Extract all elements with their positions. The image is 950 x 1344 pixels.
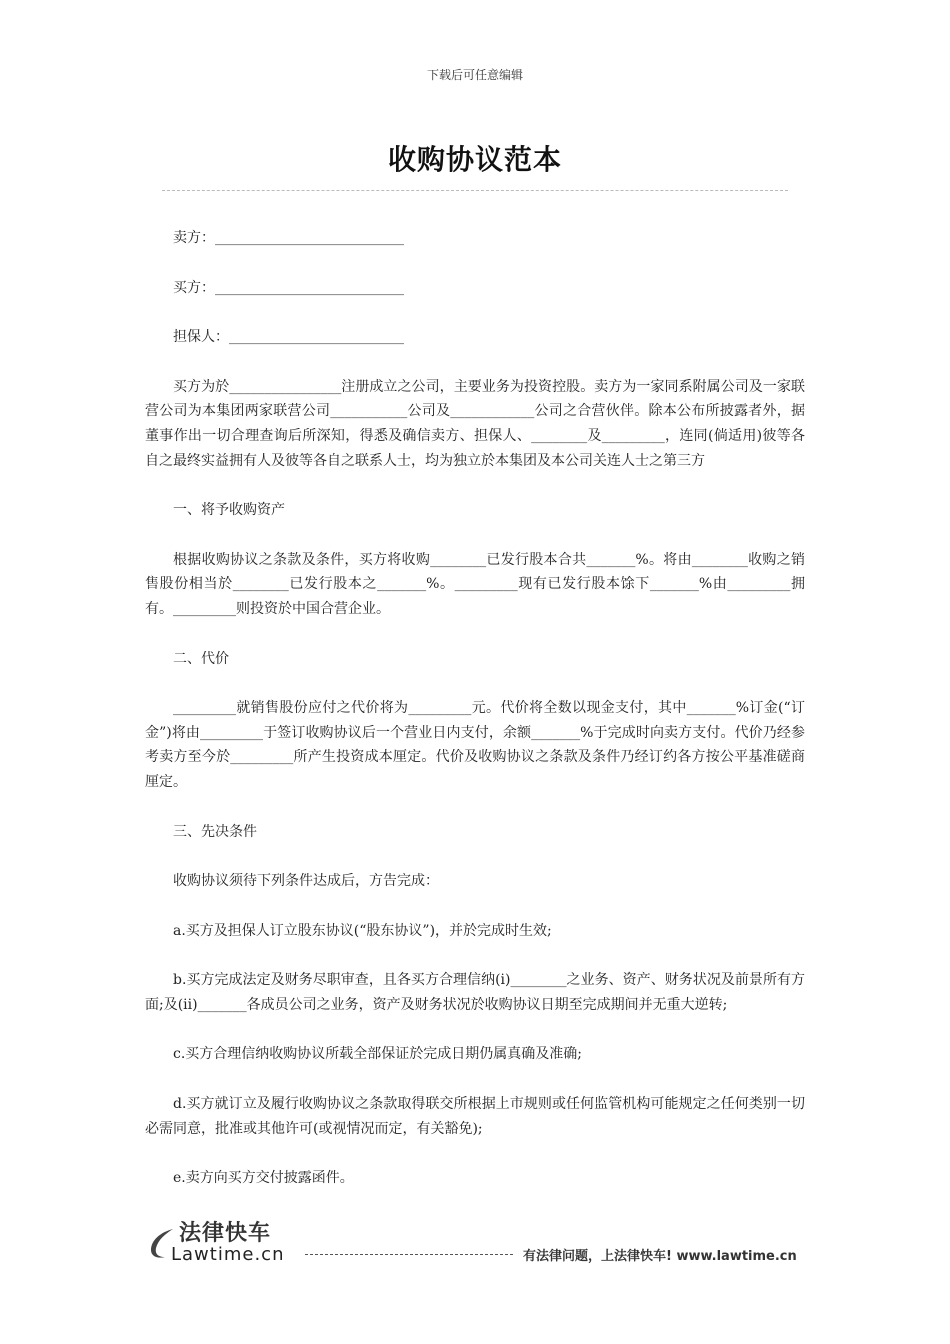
section-heading-assets: 一、将予收购资产 [173, 502, 285, 519]
party-seller: 卖方：___________________________ [173, 230, 404, 246]
footer-slogan: 有法律问题，上法律快车! www.lawtime.cn [523, 1249, 797, 1264]
page-footer [145, 1214, 805, 1274]
logo-english-name: Lawtime.cn [171, 1244, 285, 1265]
section-heading-conditions: 三、先决条件 [173, 823, 257, 840]
condition-d: d.买方就订立及履行收购协议之条款取得联交所根据上市规则或任何监管机构可能规定之任何类别一切必需同意，批准或其他许可(或视情况而定，有关豁免); [145, 1096, 805, 1137]
logo-chinese-name: 法律快车 [179, 1221, 272, 1246]
condition-b: b.买方完成法定及财务尽职审查，且各买方合理信纳(i)________之业务、资产、财务状况及前景所有方面;及(ii)_______各成员公司之业务，资产及财务状况於收购协议日期至完成期间并无重大逆转; [145, 972, 805, 1013]
title-divider [162, 190, 788, 191]
paragraph-consideration: _________就销售股份应付之代价将为_________元。代价将全数以现金支付，其中_______%订金(“订金”)将由_________于签订收购协议后一个营业日内支付，余额_______%于完成时向卖方支付。代价乃经参考卖方至今於_________所产生投资成本厘定。代价及收购协议之条款及条件乃经订约各方按公平基准磋商厘定。 [145, 700, 805, 790]
document-body [145, 226, 805, 1216]
paragraph-conditions-intro: 收购协议须待下列条件达成后，方告完成： [173, 873, 439, 890]
party-buyer: 买方：___________________________ [173, 279, 404, 296]
paragraph-intro: 买方为於________________注册成立之公司，主要业务为投资控股。卖方为一家同系附属公司及一家联营公司为本集团两家联营公司___________公司及____________公司之合营伙伴。除本公布所披露者外，据董事作出一切合理查询后所深知，得悉及确信卖方、担保人、________及_________，连同(倘适用)彼等各自之最终实益拥有人及彼等各自之联系人士，均为独立於本集团及本公司关连人士之第三方 [145, 378, 805, 469]
paragraph-assets: 根据收购协议之条款及条件，买方将收购________已发行股本合共_______%。将由________收购之销售股份相当於________已发行股本之_______%。_________现有已发行股本馀下_______%由_________拥有。_________则投资於中国合营企业。 [145, 551, 805, 617]
lawtime-logo [145, 1214, 305, 1272]
party-guarantor: 担保人：_________________________ [173, 329, 404, 346]
footer-dashed-line [305, 1254, 513, 1255]
header-note: 下载后可任意编辑 [426, 68, 523, 82]
condition-c: c.买方合理信纳收购协议所载全部保证於完成日期仍属真确及准确; [173, 1046, 583, 1063]
condition-e: e.卖方向买方交付披露函件。 [173, 1170, 354, 1187]
section-heading-consideration: 二、代价 [173, 650, 229, 667]
document-title: 收购协议范本 [387, 143, 562, 176]
condition-a: a.买方及担保人订立股东协议(“股东协议”)，并於完成时生效; [173, 922, 552, 939]
